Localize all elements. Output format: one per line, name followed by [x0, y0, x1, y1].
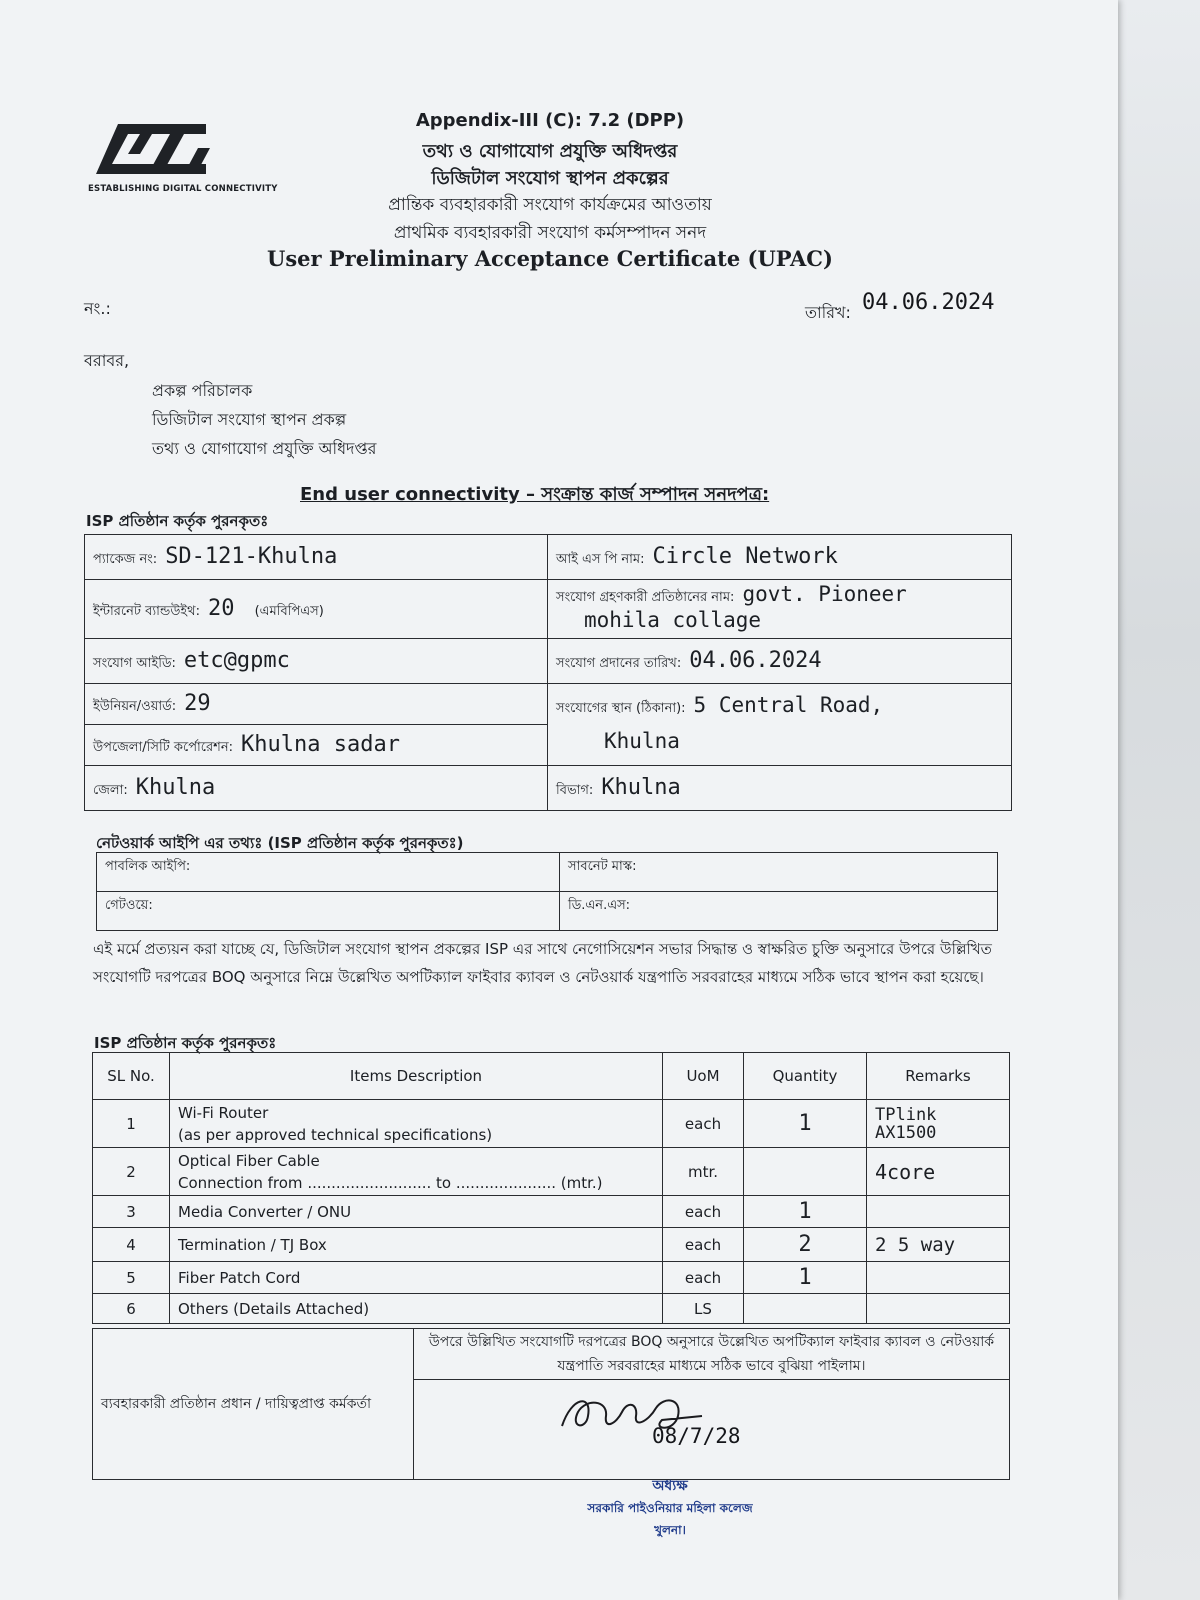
stamp-location: খুলনা।	[654, 1523, 686, 1537]
date-value: 04.06.2024	[862, 290, 995, 315]
col-uom: UoM	[663, 1053, 744, 1100]
receiver-value-line2: mohila collage	[584, 608, 762, 632]
isp-name-value: Circle Network	[652, 543, 838, 569]
dns-label: ডি.এন.এস:	[560, 892, 998, 931]
item-uom: each	[663, 1196, 744, 1228]
item-quantity: 1	[744, 1196, 867, 1228]
item-remarks: TPlink AX1500	[867, 1100, 1010, 1148]
location-cell	[548, 684, 1012, 766]
addressee-to: বরাবর,	[84, 351, 130, 370]
connection-info-table	[84, 534, 1012, 811]
table-row	[85, 766, 1012, 811]
item-sl: 3	[93, 1196, 170, 1228]
item-quantity: 2	[744, 1228, 867, 1262]
item-remarks: 2 5 way	[867, 1228, 1010, 1262]
item-uom: each	[663, 1262, 744, 1294]
bandwidth-cell	[85, 580, 548, 639]
item-sl: 2	[93, 1148, 170, 1196]
table-header-row	[93, 1053, 1010, 1100]
isp-name-cell	[548, 535, 1012, 580]
date-label: তারিখ:	[805, 303, 851, 322]
upazila-label: উপজেলা/সিটি কর্পোরেশন:	[93, 739, 234, 755]
item-remarks	[867, 1262, 1010, 1294]
header-cert-bn: প্রাথমিক ব্যবহারকারী সংযোগ কর্মসম্পাদন সনদ	[393, 223, 707, 243]
location-value-line1: 5 Central Road,	[693, 692, 884, 717]
package-label: প্যাকেজ নং:	[93, 551, 158, 567]
items-table	[92, 1052, 1010, 1324]
table-row	[85, 535, 1012, 580]
table-row	[97, 892, 998, 931]
addressee-line-1: প্রকল্প পরিচালক	[152, 381, 253, 400]
district-cell	[85, 766, 548, 811]
network-ip-heading: নেটওয়ার্ক আইপি এর তথ্যঃ (ISP প্রতিষ্ঠান কর্তৃক পুরনকৃতঃ)	[96, 834, 464, 852]
item-description: Termination / TJ Box	[170, 1228, 663, 1262]
connection-id-label: সংযোগ আইডি:	[93, 655, 176, 671]
location-label: সংযোগের স্থান (ঠিকানা):	[556, 700, 686, 716]
item-desc-main: Optical Fiber Cable	[178, 1151, 320, 1170]
union-label: ইউনিয়ন/ওয়ার্ড:	[93, 698, 177, 714]
connection-date-cell	[548, 639, 1012, 684]
stamp-title: অধ্যক্ষ	[652, 1478, 688, 1494]
header-dept: তথ্য ও যোগাযোগ প্রযুক্তি অধিদপ্তর	[422, 141, 678, 162]
header-program: প্রান্তিক ব্যবহারকারী সংযোগ কার্যক্রমের আওতায়	[388, 195, 712, 215]
public-ip-label: পাবলিক আইপি:	[97, 853, 560, 892]
item-sl: 1	[93, 1100, 170, 1148]
section-title: End user connectivity – সংক্রান্ত কার্জ সম্পাদন সনদপত্র:	[300, 484, 770, 505]
table-row	[93, 1294, 1010, 1324]
division-value: Khulna	[601, 774, 681, 800]
item-quantity	[744, 1294, 867, 1324]
item-uom: mtr.	[663, 1148, 744, 1196]
item-quantity: 1	[744, 1262, 867, 1294]
upazila-value: Khulna sadar	[241, 731, 400, 757]
bandwidth-value: 20	[207, 595, 235, 621]
appendix-ref: Appendix-III (C): 7.2 (DPP)	[415, 110, 685, 131]
isp-name-label: আই এস পি নাম:	[556, 551, 645, 567]
item-desc-sub: (as per approved technical specifications)	[178, 1125, 493, 1144]
item-sl: 5	[93, 1262, 170, 1294]
connection-id-value: etc@gpmc	[183, 647, 290, 673]
item-sl: 6	[93, 1294, 170, 1324]
item-uom: LS	[663, 1294, 744, 1324]
acknowledgement-table	[92, 1328, 1010, 1480]
acknowledgement-statement: উপরে উল্লিখিত সংযোগটি দরপত্রের BOQ অনুসারে উল্লেখিত অপটিক্যাল ফাইবার ক্যাবল ও নেটওয়ার্ক যন্ত্রপাতি সরবরাহের মাধ্যমে সঠিক ভাবে বুঝিয়া পাইলাম।	[414, 1329, 1010, 1380]
connection-id-cell	[85, 639, 548, 684]
document-title: User Preliminary Acceptance Certificate (UPAC)	[267, 246, 833, 271]
table-row	[93, 1196, 1010, 1228]
table-row	[85, 639, 1012, 684]
bandwidth-label: ইন্টারনেট ব্যান্ডউইথ:	[93, 603, 200, 619]
signature-date: 08/7/28	[652, 1424, 741, 1448]
item-desc-sub: Connection from .......................... to ..................... (mtr.)	[178, 1173, 603, 1192]
item-uom: each	[663, 1100, 744, 1148]
item-description: Others (Details Attached)	[170, 1294, 663, 1324]
table-row	[85, 580, 1012, 639]
col-description: Items Description	[170, 1053, 663, 1100]
header-project: ডিজিটাল সংযোগ স্থাপন প্রকল্পের	[431, 168, 669, 189]
isp-fill-heading: ISP প্রতিষ্ঠান কর্তৃক পুরনকৃতঃ	[86, 512, 269, 530]
bandwidth-unit: (এমবিপিএস)	[254, 603, 324, 619]
items-heading: ISP প্রতিষ্ঠান কর্তৃক পুরনকৃতঃ	[94, 1034, 277, 1052]
item-desc-main: Wi-Fi Router	[178, 1103, 269, 1122]
subnet-mask-label: সাবনেট মাস্ক:	[560, 853, 998, 892]
receiver-value-line1: govt. Pioneer	[742, 582, 907, 606]
item-remarks	[867, 1294, 1010, 1324]
division-cell	[548, 766, 1012, 811]
col-remarks: Remarks	[867, 1053, 1010, 1100]
gateway-label: গেটওয়ে:	[97, 892, 560, 931]
item-quantity	[744, 1148, 867, 1196]
item-description	[170, 1100, 663, 1148]
item-sl: 4	[93, 1228, 170, 1262]
connection-date-value: 04.06.2024	[689, 647, 822, 673]
table-row	[93, 1148, 1010, 1196]
item-remarks	[867, 1196, 1010, 1228]
network-ip-table	[96, 852, 998, 931]
declaration-text: এই মর্মে প্রত্যয়ন করা যাচ্ছে যে, ডিজিটাল সংযোগ স্থাপন প্রকল্পের ISP এর সাথে নেগোসিয়েশন সভার সিদ্ধান্ত ও স্বাক্ষরিত চুক্তি অনুসারে উপরে উল্লিখিত সংযোগটি দরপত্রের BOQ অনুসারে নিম্নে উল্লেখিত অপটিক্যাল ফাইবার ক্যাবল ও নেটওয়ার্ক যন্ত্রপাতি সরবরাহের মাধ্যমে সঠিক ভাবে স্থাপন করা হয়েছে।	[93, 940, 992, 986]
location-value-line2: Khulna	[604, 728, 680, 753]
item-description: Fiber Patch Cord	[170, 1262, 663, 1294]
col-sl: SL No.	[93, 1053, 170, 1100]
table-row	[93, 1228, 1010, 1262]
item-description	[170, 1148, 663, 1196]
stamp-institution: সরকারি পাইওনিয়ার মহিলা কলেজ	[587, 1501, 753, 1515]
district-value: Khulna	[135, 774, 216, 800]
table-row	[85, 684, 1012, 725]
col-quantity: Quantity	[744, 1053, 867, 1100]
logo-caption: ESTABLISHING DIGITAL CONNECTIVITY	[88, 184, 278, 194]
union-value: 29	[184, 690, 211, 716]
package-value: SD-121-Khulna	[165, 543, 338, 569]
item-description: Media Converter / ONU	[170, 1196, 663, 1228]
table-row	[97, 853, 998, 892]
upazila-cell	[85, 725, 548, 766]
recipient-officer-label: ব্যবহারকারী প্রতিষ্ঠান প্রধান / দায়িত্বপ্রাপ্ত কর্মকর্তা	[93, 1329, 414, 1480]
signature-cell	[414, 1380, 1010, 1480]
table-row	[93, 1100, 1010, 1148]
package-cell	[85, 535, 548, 580]
district-label: জেলা:	[93, 782, 128, 798]
division-label: বিভাগ:	[556, 782, 594, 798]
item-quantity: 1	[744, 1100, 867, 1148]
table-row	[93, 1329, 1010, 1380]
addressee-line-2: ডিজিটাল সংযোগ স্থাপন প্রকল্প	[152, 410, 347, 429]
union-cell	[85, 684, 548, 725]
connection-date-label: সংযোগ প্রদানের তারিখ:	[556, 655, 682, 671]
ref-no-label: নং.:	[84, 299, 111, 318]
receiver-label: সংযোগ গ্রহণকারী প্রতিষ্ঠানের নাম:	[556, 590, 735, 605]
edc-logo	[88, 112, 278, 202]
addressee-line-3: তথ্য ও যোগাযোগ প্রযুক্তি অধিদপ্তর	[152, 439, 377, 458]
item-remarks: 4core	[867, 1148, 1010, 1196]
edc-logo-mark	[88, 112, 218, 182]
table-row	[93, 1262, 1010, 1294]
item-uom: each	[663, 1228, 744, 1262]
receiver-cell	[548, 580, 1012, 639]
